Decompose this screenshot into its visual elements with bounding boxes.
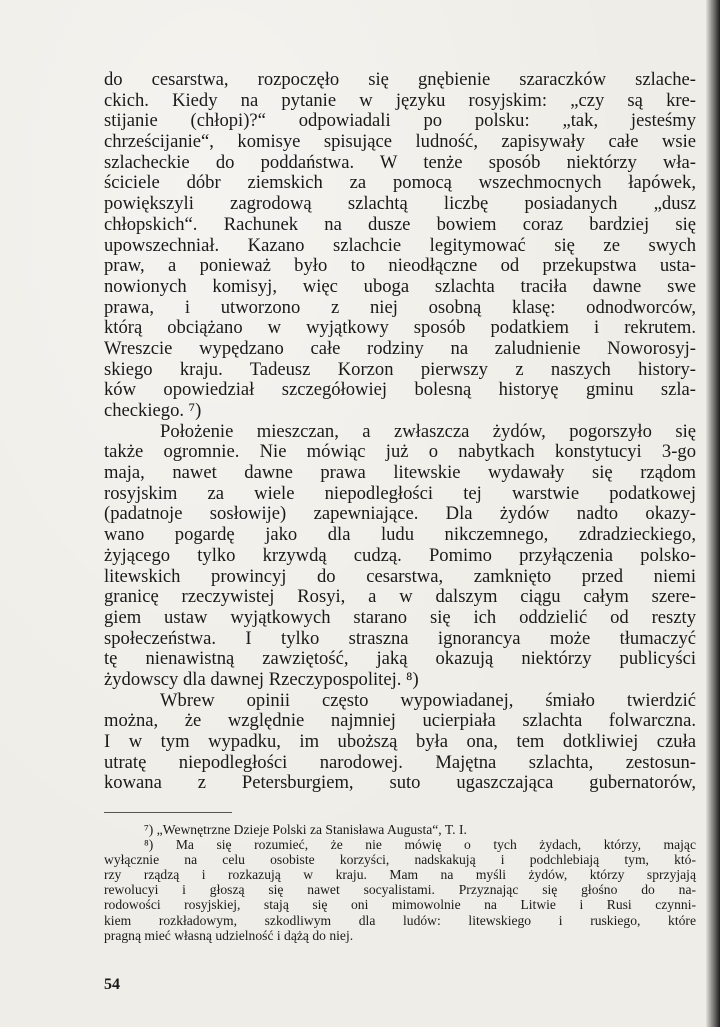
body-line: społeczeństwa. I tylko straszna ignorancya może tłumaczyć xyxy=(104,627,696,649)
body-line: prawa, i utworzono z niej osobną klasę: odnodworców, xyxy=(104,296,696,318)
body-line: także ogromnie. Nie mówiąc już o nabytkach konstytucyi 3-go xyxy=(104,441,696,463)
body-line: Wreszcie wypędzano całe rodziny na zaludnienie Noworosyj- xyxy=(104,337,696,359)
body-line: I w tym wypadku, im uboższą była ona, tem dotkliwiej czuła xyxy=(104,731,696,752)
body-line: można, że względnie najmniej ucierpiała szlachta folwarczna. xyxy=(104,710,696,732)
body-line: chrześcijanie“, komisye spisujące ludność, zapisywały całe wsie xyxy=(104,131,696,153)
body-line: rosyjskim za wiele niepodległości tej warstwie podatkowej xyxy=(104,482,696,504)
body-line: checkiego. ⁷) xyxy=(104,400,202,421)
body-line: kowana z Petersburgiem, suto ugaszczająca gubernatorów, xyxy=(104,772,696,794)
body-line: do cesarstwa, rozpoczęło się gnębienie szaraczków szlache- xyxy=(104,69,696,90)
footnote-line: rewolucyi i głoszą się nawet socyalistami. Przyznając się głośno do na- xyxy=(104,882,696,898)
body-line: ckich. Kiedy na pytanie w języku rosyjskim: „czy są kre- xyxy=(104,89,696,111)
footnote-rule xyxy=(104,812,232,813)
body-line: stijanie (chłopi)?“ odpowiadali po polsku: „tak, jesteśmy xyxy=(104,110,696,132)
body-line: nowionych komisyj, więc uboga szlachta traciła dawne swe xyxy=(104,275,696,297)
body-line: skiego kraju. Tadeusz Korzon pierwszy z naszych history- xyxy=(104,358,696,380)
footnote-line: ⁸) Ma się rozumieć, że nie mówię o tych żydach, którzy, mając xyxy=(144,837,696,853)
body-line: litewskich prowincyj do cesarstwa, zamknięto przed niemi xyxy=(104,565,696,587)
page-number: 54 xyxy=(104,976,120,993)
body-line: chłopskich“. Rachunek na dusze bowiem coraz bardziej się xyxy=(104,213,696,235)
body-line: żyjącego tylko krzywdą cudzą. Pomimo przyłączenia polsko- xyxy=(104,544,696,566)
footnote-line: rzy rządzą i rozkazują w kraju. Mam na myśli żydów, którzy sprzyjają xyxy=(104,867,696,883)
body-line: giem ustaw wyjątkowych starano się ich oddzielić od reszty xyxy=(104,606,696,628)
footnote-line: wyłącznie na celu osobiste korzyści, nadskakują i podchlebiają tym, któ- xyxy=(104,852,696,868)
footnote-line: pragną mieć własną udzielność i dążą do niej. xyxy=(104,927,354,943)
page-edge-shadow xyxy=(706,0,720,1027)
footnotes xyxy=(104,822,696,943)
body-line: powiększyli zagrodową szlachtą liczbę posiadanych „dusz xyxy=(104,193,696,215)
body-line: ściciele dóbr ziemskich za pomocą wszechmocnych łapówek, xyxy=(104,172,696,194)
body-line: upowszechniał. Kazano szlachcie legitymować się ze swych xyxy=(104,234,696,256)
body-text xyxy=(104,70,696,794)
body-line: granicę rzeczywistej Rosyi, a w dalszym ciągu całym szere- xyxy=(104,586,696,608)
body-line: ków opowiedział szczegółowiej bolesną historyę gminu szla- xyxy=(104,379,696,401)
body-line: wano pogardę jako dla ludu nikczemnego, zdradzieckiego, xyxy=(104,524,696,546)
body-line: Wbrew opinii często wypowiadanej, śmiało twierdzić xyxy=(160,689,696,711)
body-line: Położenie mieszczan, a zwłaszcza żydów, pogorszyło się xyxy=(160,420,696,442)
body-line: (padatnoje sosłowije) zapewniające. Dla żydów nadto okazy- xyxy=(104,503,696,525)
body-line: szlacheckie do poddaństwa. W tenże sposób niektórzy wła- xyxy=(104,151,696,173)
body-line: praw, a ponieważ było to nieodłączne od przekupstwa usta- xyxy=(104,255,696,277)
body-line: maja, nawet dawne prawa litewskie wydawały się rządom xyxy=(104,462,696,484)
footnote-line: ⁷) „Wewnętrzne Dzieje Polski za Stanisława Augusta“, T. I. xyxy=(144,822,467,837)
body-line: którą obciążano w wyjątkowy sposób podatkiem i rekrutem. xyxy=(104,317,696,339)
footnote-line: rodowości rosyjskiej, stają się oni mimowolnie na Litwie i Rusi czynni- xyxy=(104,897,696,913)
body-line: żydowscy dla dawnej Rzeczypospolitej. ⁸) xyxy=(104,668,419,690)
footnote-line: kiem rozkładowym, szkodliwym dla ludów: litewskiego i ruskiego, które xyxy=(104,912,696,928)
body-line: utratę niepodległości narodowej. Majętna szlachta, zestosun- xyxy=(104,751,696,773)
body-line: tę nienawistną zawziętość, jaką okazują niektórzy publicyści xyxy=(104,648,696,670)
